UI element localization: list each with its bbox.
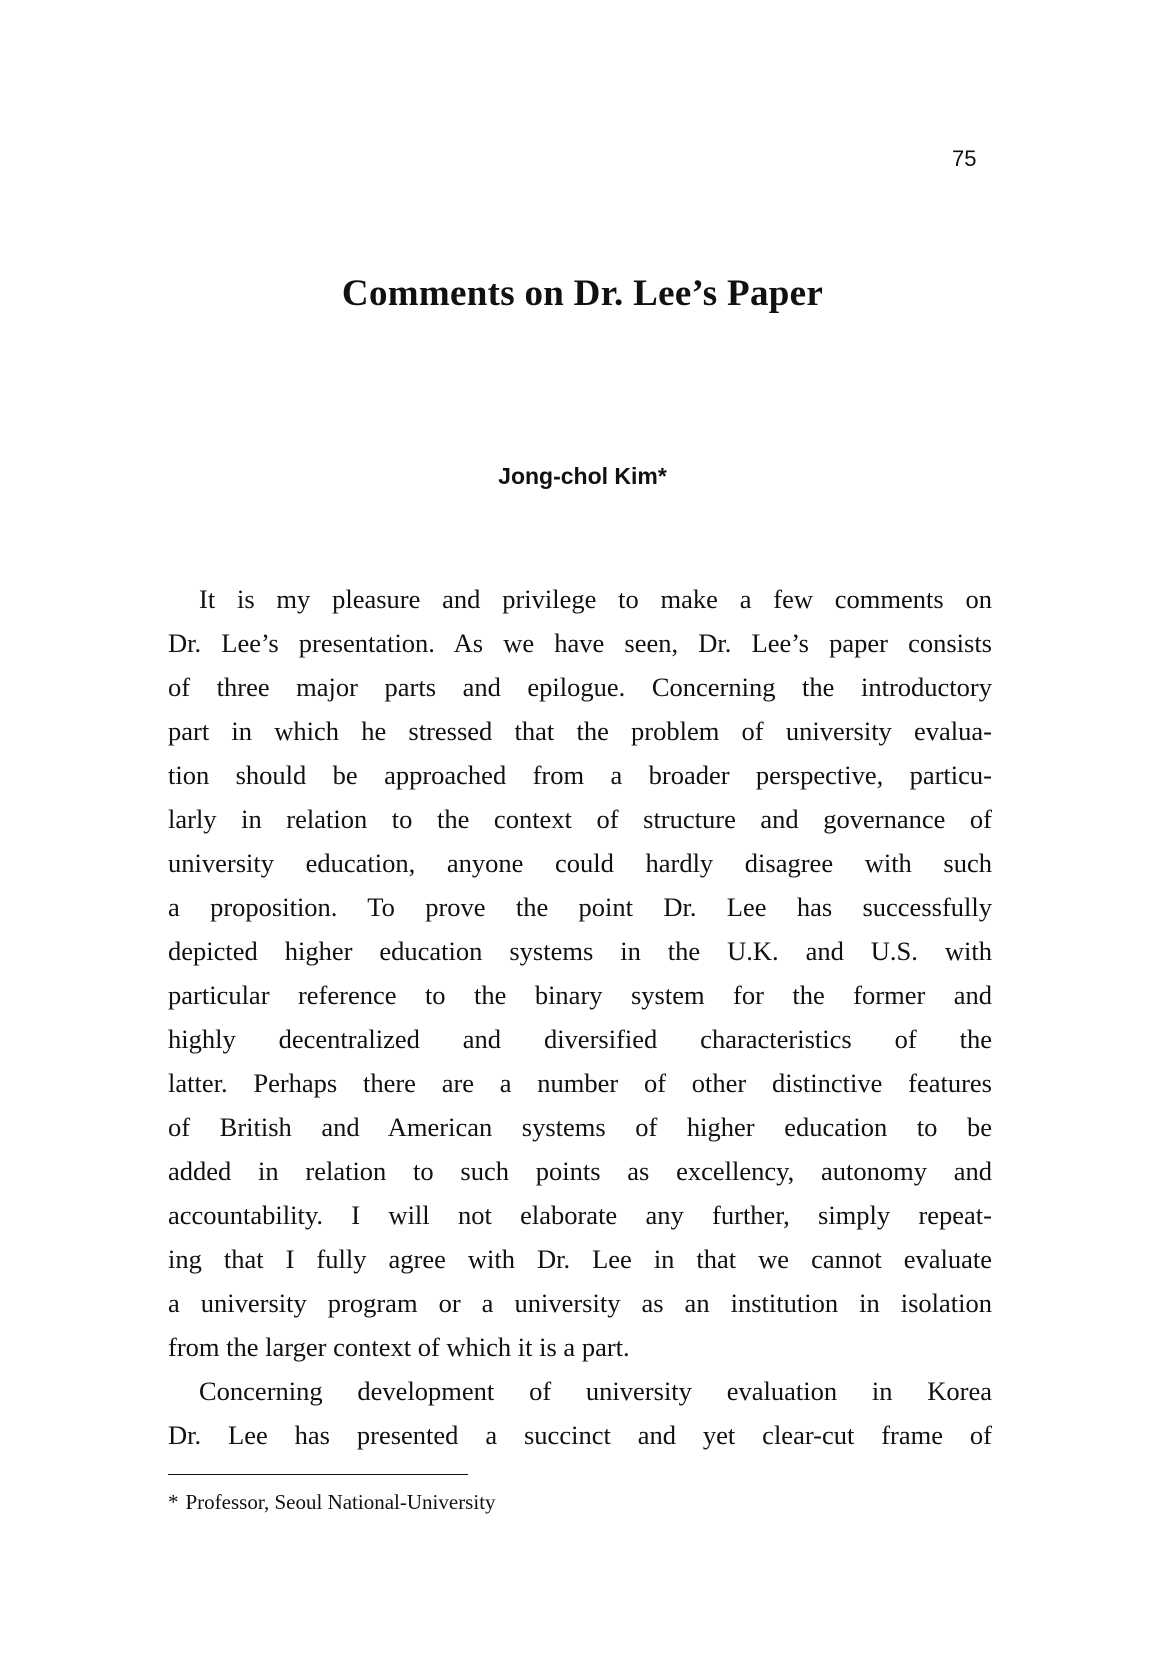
text-line: depicted higher education systems in the U.K. and U.S. with <box>168 936 992 966</box>
page-title: Comments on Dr. Lee’s Paper <box>341 273 824 314</box>
text-line: university education, anyone could hardly disagree with such <box>168 848 992 878</box>
text-line: highly decentralized and diversified characteristics of the <box>168 1024 992 1054</box>
body-text <box>168 577 992 1457</box>
text-line: Dr. Lee has presented a succinct and yet clear-cut frame of <box>168 1420 992 1450</box>
footnote-mark: * <box>168 1490 179 1514</box>
text-line: a university program or a university as an institution in isolation <box>168 1288 992 1318</box>
page-number: 75 <box>952 146 977 171</box>
author-name: Jong-chol Kim* <box>498 463 667 489</box>
text-line: Dr. Lee’s presentation. As we have seen, Dr. Lee’s paper consists <box>168 628 992 658</box>
text-line: tion should be approached from a broader perspective, particu- <box>168 760 992 790</box>
paragraph <box>168 1369 992 1457</box>
footnote <box>168 1490 496 1514</box>
text-line: latter. Perhaps there are a number of other distinctive features <box>168 1068 992 1098</box>
text-line: larly in relation to the context of structure and governance of <box>168 804 992 834</box>
text-line: Concerning development of university evaluation in Korea <box>199 1376 992 1406</box>
footnote-divider <box>168 1474 468 1475</box>
text-line: accountability. I will not elaborate any further, simply repeat- <box>168 1200 992 1230</box>
text-line: a proposition. To prove the point Dr. Lee has successfully <box>168 892 992 922</box>
footnote-text: Professor, Seoul National-University <box>185 1490 496 1514</box>
text-line: of British and American systems of higher education to be <box>168 1112 992 1142</box>
text-line: It is my pleasure and privilege to make a few comments on <box>199 584 992 614</box>
text-line: part in which he stressed that the problem of university evalua- <box>168 716 992 746</box>
paragraph <box>168 577 992 1369</box>
text-line: of three major parts and epilogue. Concerning the introductory <box>168 672 992 702</box>
text-line: ing that I fully agree with Dr. Lee in that we cannot evaluate <box>168 1244 992 1274</box>
text-line: added in relation to such points as excellency, autonomy and <box>168 1156 992 1186</box>
text-line: from the larger context of which it is a part. <box>168 1332 630 1362</box>
text-line: particular reference to the binary system for the former and <box>168 980 992 1010</box>
